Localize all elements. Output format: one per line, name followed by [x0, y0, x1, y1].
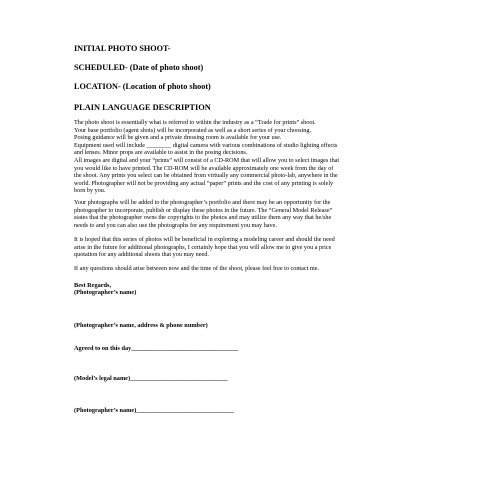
paragraph-line: the shoot. Any prints you select can be obtained from virtually any commercial photo-lab, anywhere in the — [74, 172, 338, 180]
paragraph-line: world. Photographer will not be providing any actual “paper” prints and the cost of any printing is solely — [74, 179, 334, 187]
paragraph-line: born by you. — [74, 187, 106, 195]
paragraph-line: It is hoped that this series of photos will be beneficial in exploring a modeling career and should the need — [74, 236, 335, 243]
heading-location: LOCATION- (Location of photo shoot) — [74, 82, 211, 91]
model-legal-name-line: (Model’s legal name)_______________________________ — [74, 375, 228, 382]
paragraph-line: you would like to have printed. The CD-ROM will be available approximately one week from the day of — [74, 164, 334, 172]
paragraph-career — [74, 236, 434, 259]
paragraph-line: Your photographs will be added to the photographer’s portfolio and there may be an opportunity for the — [74, 199, 331, 206]
heading-scheduled: SCHEDULED- (Date of photo shoot) — [74, 63, 204, 72]
paragraph-line: The photo shoot is essentially what is referred to within the industry as a “Trade for prints” shoot. — [74, 119, 316, 126]
paragraph-line: photographer to incorporate, publish or display these photos in the future. The “General Model Release” — [74, 206, 333, 214]
paragraph-line: and lenses. Minor props are available to assist in the posing decisions. — [74, 149, 248, 157]
paragraph-line: If any questions should arise between now and the time of the shoot, please feel free to contact me. — [74, 265, 320, 272]
photographer-address-line: (Photographer’s name, address & phone number) — [74, 322, 208, 329]
closing-photographer-name: (Photographer’s name) — [74, 289, 137, 296]
paragraph-line: arise in the future for additional photographs, I certainly hope that you will allow me to give you a price — [74, 243, 332, 251]
paragraph-questions — [74, 265, 434, 273]
paragraph-line: needs to and you can also use the photographs for any requirement you may have. — [74, 221, 277, 229]
photographer-signature-line: (Photographer’s name)_______________________________ — [74, 407, 234, 414]
paragraph-portfolio — [74, 199, 434, 229]
paragraph-line: Your base portfolio (agent shots) will be incorporated as well as a short series of your choosing. — [74, 126, 312, 134]
heading-plain-language-description: PLAIN LANGUAGE DESCRIPTION — [74, 103, 211, 112]
agreed-date-line: Agreed to on this day__________________________________ — [74, 345, 239, 352]
paragraph-line: All images are digital and your “prints” will consist of a CD-ROM that will allow you to select images that — [74, 156, 340, 164]
closing-regards: Best Regards, — [74, 282, 112, 289]
paragraph-description — [74, 119, 434, 195]
paragraph-line: Equipment used will include ________ digital camera with various combinations of studio lighting effects — [74, 141, 338, 149]
heading-initial-photo-shoot: INITIAL PHOTO SHOOT- — [74, 44, 171, 53]
paragraph-line: quotation for any additional shoots that you may need. — [74, 251, 209, 259]
paragraph-line: states that the photographer owns the copyrights to the photos and may utilize them any way that he/she — [74, 214, 332, 222]
paragraph-line: Posing guidance will be given and a private dressing room is available for your use. — [74, 134, 282, 142]
